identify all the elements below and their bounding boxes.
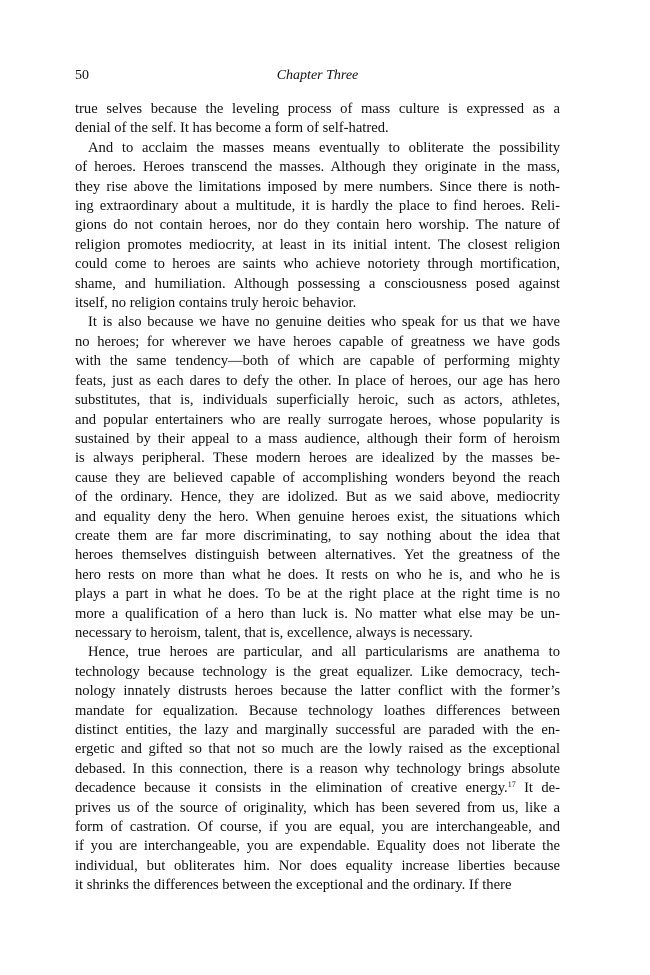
page-header <box>75 68 560 88</box>
text-line: distinct entities, the lazy and marginally successful are paraded with the en- <box>75 722 560 738</box>
text-line: they rise above the limitations imposed by mere numbers. Since there is noth- <box>75 178 560 195</box>
text-line: true selves because the leveling process of mass culture is expressed as a <box>75 101 560 117</box>
text-line: substitutes, that is, individuals superficially heroic, such as actors, athletes, <box>75 392 560 409</box>
text-line: form of castration. Of course, if you are equal, you are interchangeable, and <box>75 819 560 836</box>
body-text <box>75 100 560 896</box>
paragraph <box>75 100 560 139</box>
text-line: nology innately distrusts heroes because the latter conflict with the former’s <box>75 683 560 700</box>
text-line: individual, but obliterates him. Nor does equality increase liberties because <box>75 857 560 874</box>
text-line: with the same tendency—both of which are capable of performing mighty <box>75 353 560 370</box>
text-line: create them are far more discriminating, to say nothing about the idea that <box>75 527 560 544</box>
text-line: religion promotes mediocrity, at least in its initial intent. The closest religion <box>75 236 560 253</box>
text-line: of the ordinary. Hence, they are idolized. But as we said above, mediocrity <box>75 489 560 506</box>
paragraph <box>75 643 560 895</box>
page-number: 50 <box>75 68 89 83</box>
text-line: And to acclaim the masses means eventually to obliterate the possibility <box>88 139 560 156</box>
text-line: it shrinks the differences between the exceptional and the ordinary. If there <box>75 877 512 894</box>
text-line: no heroes; for wherever we have heroes capable of greatness we have gods <box>75 333 560 350</box>
text-line: and equality deny the hero. When genuine heroes exist, the situations which <box>75 508 560 525</box>
running-head: Chapter Three <box>276 68 359 83</box>
text-line: and popular entertainers who are really surrogate heroes, whose popularity is <box>75 411 560 428</box>
text-line: denial of the self. It has become a form of self-hatred. <box>75 120 389 137</box>
text-line: more a qualification of a hero than luck is. No matter what else may be un- <box>75 605 560 622</box>
text-line: of heroes. Heroes transcend the masses. Although they originate in the mass, <box>75 159 560 176</box>
text-line: shame, and humiliation. Although possessing a consciousness posed against <box>75 275 560 292</box>
text-line: ing extraordinary about a multitude, it is hardly the place to find heroes. Reli- <box>75 198 560 215</box>
text-line: heroes themselves distinguish between alternatives. Yet the greatness of the <box>75 547 560 564</box>
text-line: could come to heroes are saints who achieve notoriety through mortification, <box>75 256 560 273</box>
text-line: is always peripheral. These modern heroes are idealized by the masses be- <box>75 450 560 467</box>
text-line: It is also because we have no genuine deities who speak for us that we have <box>88 314 560 331</box>
text-line: feats, just as each dares to defy the other. In place of heroes, our age has hero <box>75 372 560 389</box>
text-line: plays a part in what he does. To be at the right place at the right time is no <box>75 586 560 603</box>
text-line: cause they are believed capable of accomplishing wonders beyond the reach <box>75 469 560 486</box>
footnote-trailing-text: It de- <box>515 780 560 797</box>
text-line: gions do not contain heroes, nor do they contain hero worship. The nature of <box>75 217 560 234</box>
text-line <box>75 779 560 798</box>
text-line: if you are interchangeable, you are expendable. Equality does not liberate the <box>75 838 560 855</box>
text-line: debased. In this connection, there is a reason why technology brings absolute <box>75 760 560 777</box>
text-line: itself, no religion contains truly heroic behavior. <box>75 295 357 312</box>
paragraph <box>75 313 560 643</box>
text-line: mandate for equalization. Because technology loathes differences between <box>75 702 560 719</box>
text-line: necessary to heroism, talent, that is, excellence, always is necessary. <box>75 624 473 641</box>
text-line: sustained by their appeal to a mass audience, although their form of heroism <box>75 430 560 447</box>
footnote-ref: 17 <box>507 780 516 790</box>
text-line: ergetic and gifted so that not so much are the lowly raised as the exceptional <box>75 741 560 758</box>
text-line: prives us of the source of originality, which has been severed from us, like a <box>75 799 560 816</box>
text-line: hero rests on more than what he does. It rests on who he is, and who he is <box>75 566 560 583</box>
text-line: Hence, true heroes are particular, and all particularisms are anathema to <box>88 644 560 661</box>
paragraph <box>75 139 560 314</box>
text-line-main: decadence because it consists in the elimination of creative energy. <box>75 780 508 797</box>
text-line: technology because technology is the great equalizer. Like democracy, tech- <box>75 663 560 680</box>
